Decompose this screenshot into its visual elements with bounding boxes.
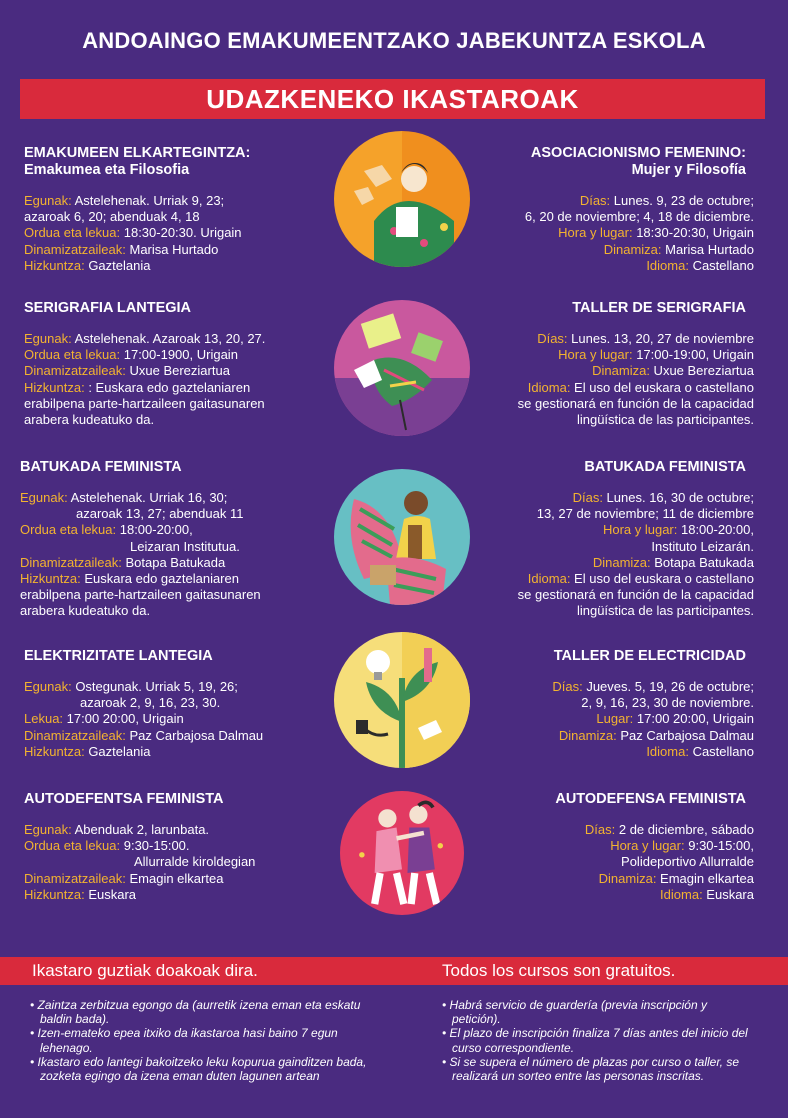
course-spanish-text: TALLER DE ELECTRICIDAD Días: Jueves. 5, 19, 26 de octubre; 2, 9, 16, 23, 30 de noviembre. Lugar: 17:00 20:00, Urigain Dinamiza: Paz Carbajosa Dalmau Idioma: Castellano xyxy=(454,648,754,760)
footer-notes-basque xyxy=(30,998,390,1083)
course-title: ASOCIACIONISMO FEMENINO: Mujer y Filosofía xyxy=(530,145,746,178)
course-title: ELEKTRIZITATE LANTEGIA xyxy=(24,648,213,664)
note-item: • Si se supera el número de plazas por curso o taller, se realizará un sorteo entre las personas inscritas. xyxy=(442,1054,740,1084)
lightbulb-illustration-icon xyxy=(334,632,470,768)
course-basque-text: EMAKUMEEN ELKARTEGINTZA: Emakumea eta Filosofia Egunak: Astelehenak. Urriak 9, 23; azaroak 6, 20; abenduak 4, 18 Ordua eta lekua: 18:30-20:30. Urigain Dinamizatzaileak: Marisa Hurtado Hizkuntza: Gaztelania xyxy=(24,145,324,274)
course-spanish-text: BATUKADA FEMINISTA Días: Lunes. 16, 30 de octubre; 13, 27 de noviembre; 11 de diciembre Hora y lugar: 18:00-20:00, Instituto Leizarán. Dinamiza: Botapa Batukada Idioma: El uso del euskara o castellano se gestionará en función de la capacidad lingüística de las participantes. xyxy=(454,459,754,620)
drum-illustration-icon xyxy=(334,469,470,605)
course-title: SERIGRAFIA LANTEGIA xyxy=(24,300,192,316)
course-spanish-text: AUTODEFENSA FEMINISTA Días: 2 de diciembre, sábado Hora y lugar: 9:30-15:00, Polideportivo Allurralde Dinamiza: Emagin elkartea Idioma: Euskara xyxy=(454,791,754,903)
course-spanish-text: TALLER DE SERIGRAFIA Días: Lunes. 13, 20, 27 de noviembre Hora y lugar: 17:00-19:00, Urigain Dinamiza: Uxue Bereziartua Idioma: El uso del euskara o castellano se gestionará en función de la capacidad lingüística de las participantes. xyxy=(454,300,754,428)
course-basque-text: AUTODEFENTSA FEMINISTA Egunak: Abenduak 2, larunbata. Ordua eta lekua: 9:30-15:00. Allurralde kiroldegian Dinamizatzaileak: Emagin elkartea Hizkuntza: Euskara xyxy=(24,791,324,903)
course-basque-text: BATUKADA FEMINISTA Egunak: Astelehenak. Urriak 16, 30; azaroak 13, 27; abenduak 11 Ordua eta lekua: 18:00-20:00, Leizaran Institutua. Dinamizatzaileak: Botapa Batukada Hizkuntza: Euskara edo gaztelaniaren erabilpena parte-hartzaileen gaitasunaren arabera kudeatuko da. xyxy=(20,459,320,620)
course-title: EMAKUMEEN ELKARTEGINTZA: Emakumea eta Filosofia xyxy=(24,145,251,178)
note-item: • Habrá servicio de guardería (previa inscripción y petición). xyxy=(442,998,707,1027)
free-courses-bar xyxy=(0,957,788,985)
note-item: • Zaintza zerbitzua egongo da (aurretik izena eman eta eskatu baldin bada). xyxy=(30,998,361,1027)
free-courses-basque: Ikastaro guztiak doakoak dira. xyxy=(32,961,258,980)
note-item: • Izen-emateko epea itxiko da ikastaroa hasi baino 7 egun lehenago. xyxy=(30,1026,338,1055)
course-spanish-text: ASOCIACIONISMO FEMENINO: Mujer y Filosofía Días: Lunes. 9, 23 de octubre; 6, 20 de noviembre; 4, 18 de diciembre. Hora y lugar: 18:30-20:30, Urigain Dinamiza: Marisa Hurtado Idioma: Castellano xyxy=(454,145,754,274)
autumn-courses-banner: UDAZKENEKO IKASTAROAK xyxy=(20,79,765,119)
course-title: TALLER DE SERIGRAFIA xyxy=(572,300,746,316)
course-title: AUTODEFENSA FEMINISTA xyxy=(555,791,746,807)
note-item: • Ikastaro edo lantegi bakoitzeko leku kopurua gainditzen bada, zozketa egingo da izena eman duten lagunen artean xyxy=(30,1054,367,1084)
course-basque-text: ELEKTRIZITATE LANTEGIA Egunak: Ostegunak. Urriak 5, 19, 26; azaroak 2, 9, 16, 23, 30. Lekua: 17:00 20:00, Urigain Dinamizatzaileak: Paz Carbajosa Dalmau Hizkuntza: Gaztelania xyxy=(24,648,324,760)
footer-notes-spanish xyxy=(442,998,752,1083)
school-title: ANDOAINGO EMAKUMEENTZAKO JABEKUNTZA ESKOLA xyxy=(82,28,706,53)
philosophy-illustration-icon xyxy=(334,131,470,267)
free-courses-spanish: Todos los cursos son gratuitos. xyxy=(442,961,676,980)
self-defense-illustration-icon xyxy=(340,791,464,915)
screen-printing-illustration-icon xyxy=(334,300,470,436)
note-item: • El plazo de inscripción finaliza 7 días antes del inicio del curso correspondiente. xyxy=(442,1026,748,1055)
course-title: BATUKADA FEMINISTA xyxy=(584,459,746,475)
course-title: AUTODEFENTSA FEMINISTA xyxy=(24,791,224,807)
course-title: BATUKADA FEMINISTA xyxy=(20,459,182,475)
course-title: TALLER DE ELECTRICIDAD xyxy=(553,648,746,664)
course-basque-text: SERIGRAFIA LANTEGIA Egunak: Astelehenak. Azaroak 13, 20, 27. Ordua eta lekua: 17:00-1900, Urigain Dinamizatzaileak: Uxue Bereziartua Hizkuntza: : Euskara edo gaztelaniaren erabilpena parte-hartzaileen gaitasunaren arabera kudeatuko da. xyxy=(24,300,324,428)
